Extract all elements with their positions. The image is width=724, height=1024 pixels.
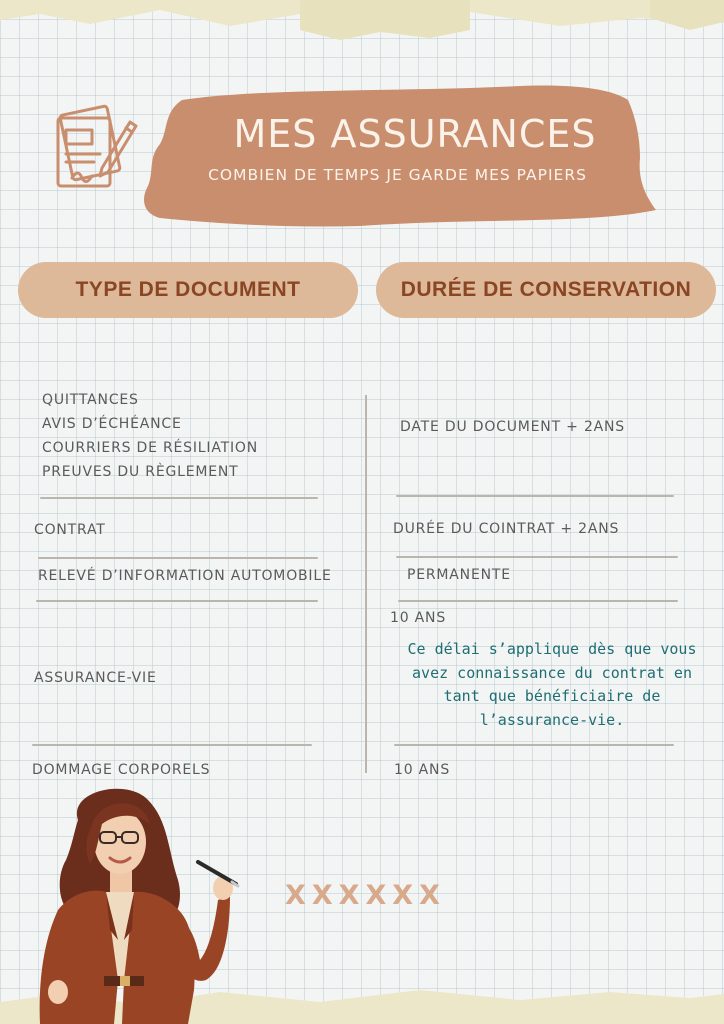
list-item: PREUVES DU RÈGLEMENT (42, 464, 239, 480)
row-divider (32, 744, 312, 746)
document-pen-icon (52, 100, 140, 192)
document-releve: RELEVÉ D’INFORMATION AUTOMOBILE (38, 568, 332, 584)
tape-top (0, 0, 724, 42)
duration-releve: PERMANENTE (407, 567, 511, 583)
row-divider (40, 497, 318, 499)
document-list-group1 (42, 388, 258, 484)
woman-illustration (18, 780, 248, 1024)
list-item: QUITTANCES (42, 392, 139, 408)
page-subtitle: COMBIEN DE TEMPS JE GARDE MES PAPIERS (208, 166, 587, 184)
list-item: AVIS D’ÉCHÉANCE (42, 416, 182, 432)
document-contrat: CONTRAT (34, 522, 106, 538)
column-header-duration: DURÉE DE CONSERVATION (376, 262, 716, 318)
duration-group1: DATE DU DOCUMENT + 2ANS (400, 419, 625, 435)
row-divider (396, 556, 678, 558)
row-divider (38, 557, 318, 559)
decorative-crosses: XXXXXX (285, 880, 446, 911)
document-dommage: DOMMAGE CORPORELS (32, 762, 211, 778)
duration-dommage: 10 ANS (394, 762, 451, 778)
assurance-vie-note: Ce délai s’applique dès que vous avez connaissance du contrat en tant que bénéficiaire de l’assurance-vie. (407, 640, 697, 729)
duration-contrat: DURÉE DU COINTRAT + 2ANS (393, 521, 620, 537)
column-header-type: TYPE DE DOCUMENT (18, 262, 358, 318)
row-divider (398, 600, 678, 602)
list-item: COURRIERS DE RÉSILIATION (42, 440, 258, 456)
column-divider (365, 395, 367, 773)
document-assurance-vie: ASSURANCE-VIE (34, 670, 157, 686)
page-title: MES ASSURANCES (233, 112, 597, 156)
duration-assurance-vie: 10 ANS (390, 610, 447, 626)
row-divider (396, 495, 674, 497)
row-divider (394, 744, 674, 746)
row-divider (36, 600, 318, 602)
